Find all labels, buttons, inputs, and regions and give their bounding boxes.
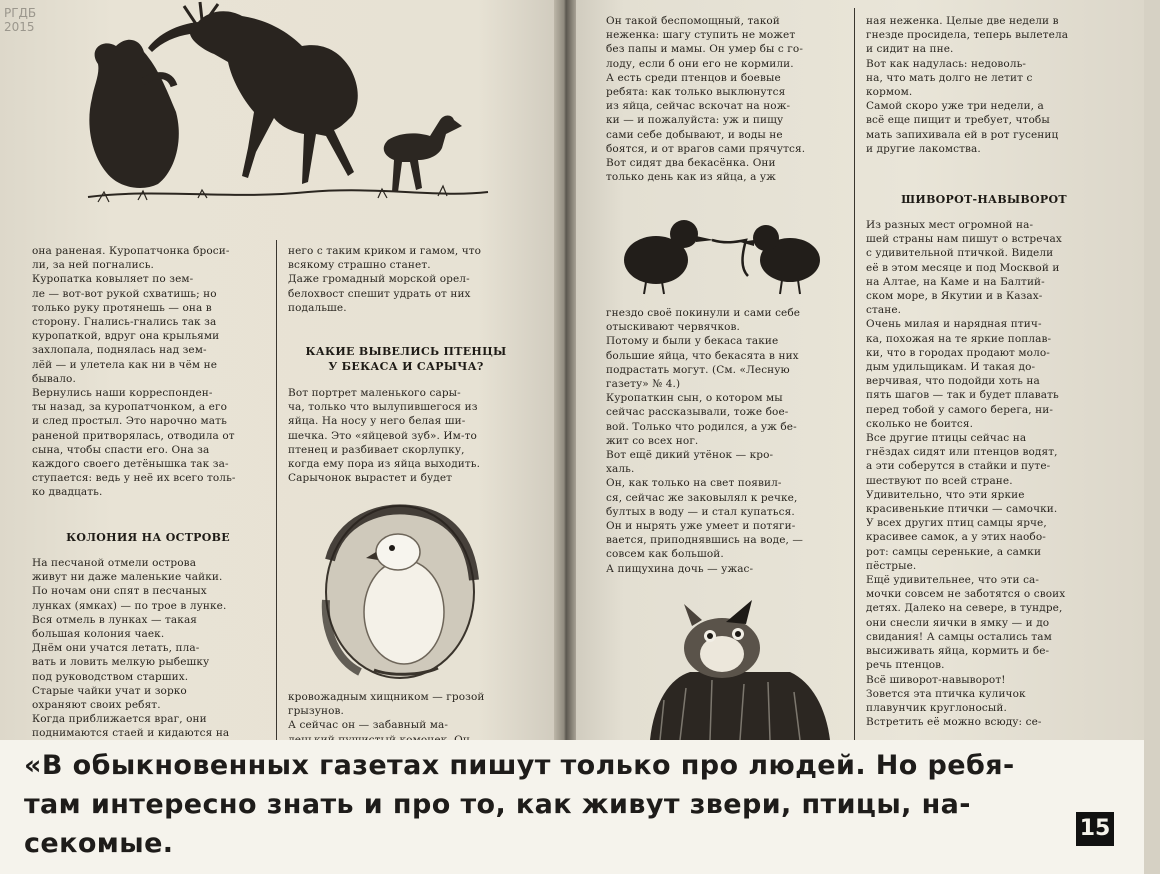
buzzard-chick-illustration [320,500,480,684]
heading-upside-down: ШИВОРОТ-НАВЫВОРОТ [901,193,1067,206]
heading-colony-on-island: КОЛОНИЯ НА ОСТРОВЕ [66,531,230,544]
frame-edge [1144,0,1160,874]
watermark-line-2: 2015 [4,20,35,34]
frame-number-badge: 15 [1076,812,1114,846]
snipe-chicks-illustration [616,204,830,300]
right-page-column-rule [854,8,855,740]
heading-which-chicks-hatched: КАКИЕ ВЫВЕЛИСЬ ПТЕНЦЫ У БЕКАСА И САРЫЧА? [305,345,507,373]
watermark-line-1: РГДБ [4,6,37,20]
moose-bear-illustration [78,2,498,224]
pika-chick-illustration [640,592,840,740]
watermark [4,6,36,34]
left-column-1-bottom-text: На песчаной отмели острова живут ни даже маленькие чайки. По ночам они спят в песчаных лунках (ямках) — по трое в лунке. Вся отмель в лунках — такая большая колония чаек. Днём они учатся летать, пла- вать и ловить мелкую рыбешку под руководством старших. Старые чайки учат и зорко охраняют своих ребят. Когда приближается враг, они поднимаются стаей и кидаются на [32,557,230,740]
right-column-3-middle-text: гнездо своё покинули и сами себе отыскивают червячков. Потому и были у бекаса такие большие яйца, что бекасята в них подрастать могут. (См. «Лесную газету» № 4.) Куропаткин сын, о котором мы сейчас рассказывали, тоже бое- вой. Только что родился, а уж бе- жит со всех ног. Вот ещё дикий утёнок — кро- халь. Он, как только на свет появил- ся, сейчас же заковылял к речке, бултых в воду — и стал купаться. Он и нырять уже умеет и потяги- вается, приподнявшись на воде, — совсем как большой. А пищухина дочь — ужас- [606,307,803,575]
right-column-4-bottom-text: Из разных мест огромной на- шей страны нам пишут о встречах с удивительной птичкой. Видели её в этом месяце и под Москвой и на Алтае, на Каме и на Балтий- ском море, в Якутии и в Казах- стане. Очень милая и нарядная птич- ка, похожая на те яркие поплав- ки, что в городах продают моло- дым удильщикам. И такая до- верчивая, что подойди хоть на пять шагов — так и будет плавать перед тобой у самого берега, ни- сколько не боится. Все другие птицы сейчас на гнёздах сидят или птенцов водят, а эти соберутся в стайки и путе- шествуют по всей стране. Удивительно, что эти яркие красивенькие птички — самочки. У всех других птиц самцы ярче, красивее самок, а у этих наобо- рот: самцы серенькие, а самки пёстрые. Ещё удивительнее, что эти са- мочки совсем не заботятся о своих детях. Далеко на севере, в тундре, они снесли яички в ямку — и до свидания! А самцы остались там высиживать яйца, кормить и бе- речь птенцов. Всё шиворот-навыворот! Зовется эта птичка куличок плавунчик круглоносый. Встретить её можно всюду: се- [866,219,1066,729]
left-page-column-rule [276,240,277,740]
left-column-1-top-text: она раненая. Куропатчонка броси- ли, за ней погнались. Куропатка ковыляет по зем- ле — вот-вот рукой схватишь; но только руку протянешь — она в сторону. Гнались-гнались так за куропаткой, вдруг она крыльями захлопала, поднялась над зем- лёй — и улетела как ни в чём не бывало. Вернулись наши корреспонден- ты назад, за куропатчонком, а его и след простыл. Это нарочно мать раненой притворялась, отводила от сына, чтобы спасти его. Она за каждого своего детёнышка так за- ступается: ведь у неё их всего толь- ко двадцать. [32,245,236,499]
left-column-2-top-text: него с таким криком и гамом, что всякому страшно станет. Даже громадный морской орел- белохвост спешит удрать от них подальше. [288,245,482,314]
book-gutter [554,0,576,740]
right-column-4-top-text: ная неженка. Целые две недели в гнезде просидела, теперь вылетела и сидит на пне. Вот как надулась: недоволь- на, что мать долго не летит с кормом. Самой скоро уже три недели, а всё еще пищит и требует, чтобы мать запихивала ей в рот гусениц и другие лакомства. [866,15,1069,155]
moose-calf-bear-illustration-group [88,2,488,202]
buzzard-chick-illustration-group [326,506,474,678]
left-column-2-bottom-text: кровожадным хищником — грозой грызунов. А сейчас он — забавный ма- [288,691,485,732]
right-column-3-top-text: Он такой беспомощный, такой неженка: шагу ступить не может без папы и мамы. Он умер бы с го- лоду, если б они его не кормили. А есть среди птенцов и боевые ребята: как только выклюнутся из яйца, сейчас вскочат на нож- ки — и пожалуйста: уж и пищу сами себе добывают, и воды не боятся, и от врагов сами прячутся. Вот сидят два бекасёнка. Они только день как из яйца, а уж [606,15,806,184]
pika-chick-illustration-group [650,600,830,740]
left-column-2-middle-text: Вот портрет маленького сары- ча, только что вылупившегося из яйца. На носу у него белая ши- шечка. Это «яйцевой зуб». Им-то птенец и разбивает скорлупку, когда ему пора из яйца выходить. Сарычонок вырастет и будет [288,387,481,485]
filmstrip-caption: «В обыкновенных газетах пишут только про людей. Но ребя- там интересно знать и про то, как живут звери, птицы, на- секомые. [24,750,1015,859]
snipe-chicks-illustration-group [624,220,820,294]
